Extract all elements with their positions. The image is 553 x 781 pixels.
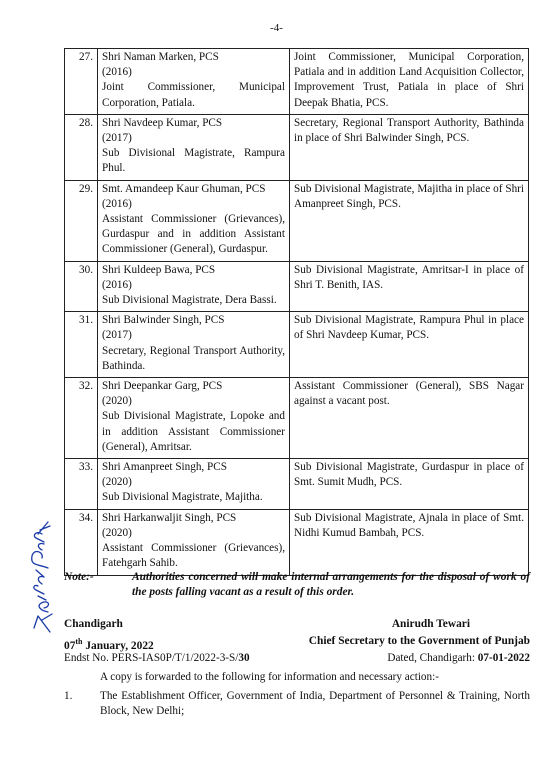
signoff-date: 07th January, 2022 xyxy=(64,637,154,652)
officer-batch: (2016) xyxy=(102,197,132,210)
note-label: Note:- xyxy=(64,571,94,583)
row-number: 27. xyxy=(65,49,98,115)
page-number: -4- xyxy=(270,22,283,34)
officer-cell xyxy=(98,49,290,115)
row-number: 28. xyxy=(65,114,98,180)
new-posting-cell: Sub Divisional Magistrate, Rampura Phul in place of Shri Navdeep Kumar, PCS. xyxy=(290,312,529,378)
officer-cell xyxy=(98,312,290,378)
officer-current-post: Sub Divisional Magistrate, Dera Bassi. xyxy=(102,294,277,307)
row-number: 32. xyxy=(65,378,98,459)
note-block xyxy=(64,570,530,600)
signatory-designation: Chief Secretary to the Government of Punjab xyxy=(308,635,530,647)
officer-current-post: Joint Commissioner, Municipal Corporation, Patiala. xyxy=(102,81,285,109)
row-number: 29. xyxy=(65,180,98,261)
table-row xyxy=(65,180,529,261)
handwritten-signature xyxy=(8,520,68,640)
officer-current-post: Assistant Commissioner (Grievances), Fatehgarh Sahib. xyxy=(102,542,285,570)
row-number: 30. xyxy=(65,261,98,312)
officer-current-post: Sub Divisional Magistrate, Lopoke and in addition Assistant Commissioner (General), Amritsar. xyxy=(102,410,285,453)
officer-current-post: Secretary, Regional Transport Authority, Bathinda. xyxy=(102,344,285,372)
row-number: 34. xyxy=(65,509,98,575)
officer-cell xyxy=(98,459,290,510)
officer-batch: (2020) xyxy=(102,476,132,489)
new-posting-cell: Secretary, Regional Transport Authority, Bathinda in place of Shri Balwinder Singh, PCS. xyxy=(290,114,529,180)
officer-cell xyxy=(98,114,290,180)
officer-cell xyxy=(98,509,290,575)
forward-item-text: The Establishment Officer, Government of India, Department of Personnel & Training, North Block, New Delhi; xyxy=(100,690,530,717)
endorsement-prefix: Endst No. PERS-IAS0P/T/1/2022-3-S/ xyxy=(64,652,239,664)
officer-cell xyxy=(98,261,290,312)
officer-batch: (2016) xyxy=(102,278,132,291)
endorsement-line xyxy=(64,652,530,664)
officer-current-post: Sub Divisional Magistrate, Rampura Phul. xyxy=(102,147,285,175)
table-row xyxy=(65,378,529,459)
officer-batch: (2016) xyxy=(102,66,132,79)
copy-forward-line: A copy is forwarded to the following for information and necessary action:- xyxy=(100,671,439,683)
table-row xyxy=(65,459,529,510)
officer-cell xyxy=(98,378,290,459)
new-posting-cell: Assistant Commissioner (General), SBS Nagar against a vacant post. xyxy=(290,378,529,459)
new-posting-cell: Sub Divisional Magistrate, Amritsar-I in place of Shri T. Benith, IAS. xyxy=(290,261,529,312)
officer-name: Smt. Amandeep Kaur Ghuman, PCS xyxy=(102,182,266,195)
signoff-left xyxy=(64,616,154,655)
endorsement-number: 30 xyxy=(238,652,250,664)
note-text: Authorities concerned will make internal arrangements for the disposal of work of the posts falling vacant as a result of this order. xyxy=(132,571,530,598)
officer-batch: (2017) xyxy=(102,132,132,145)
officer-batch: (2017) xyxy=(102,329,132,342)
signatory-name: Anirudh Tewari xyxy=(391,618,470,630)
officer-batch: (2020) xyxy=(102,395,132,408)
row-number: 33. xyxy=(65,459,98,510)
new-posting-cell: Sub Divisional Magistrate, Ajnala in place of Smt. Nidhi Kumud Bambah, PCS. xyxy=(290,509,529,575)
new-posting-cell: Sub Divisional Magistrate, Majitha in place of Shri Amanpreet Singh, PCS. xyxy=(290,180,529,261)
postings-table xyxy=(64,48,529,576)
table-row xyxy=(65,509,529,575)
officer-cell xyxy=(98,180,290,261)
officer-name: Shri Navdeep Kumar, PCS xyxy=(102,116,223,129)
officer-name: Shri Kuldeep Bawa, PCS xyxy=(102,263,216,276)
new-posting-cell: Sub Divisional Magistrate, Gurdaspur in place of Smt. Sumit Mudh, PCS. xyxy=(290,459,529,510)
forward-item-number: 1. xyxy=(64,690,73,702)
officer-current-post: Assistant Commissioner (Grievances), Gurdaspur and in addition Assistant Commissioner (General), Gurdaspur. xyxy=(102,213,285,256)
table-row xyxy=(65,312,529,378)
officer-batch: (2020) xyxy=(102,526,132,539)
postings-table-body xyxy=(65,49,529,576)
officer-name: Shri Amanpreet Singh, PCS xyxy=(102,461,227,474)
officer-name: Shri Naman Marken, PCS xyxy=(102,51,219,63)
table-row xyxy=(65,49,529,115)
signoff-place: Chandigarh xyxy=(64,618,123,630)
officer-current-post: Sub Divisional Magistrate, Majitha. xyxy=(102,491,263,504)
officer-name: Shri Balwinder Singh, PCS xyxy=(102,314,225,327)
endorsement-dated: Dated, Chandigarh: 07-01-2022 xyxy=(387,652,530,664)
signoff-right xyxy=(280,616,530,650)
forward-list-item xyxy=(64,689,530,719)
table-row xyxy=(65,114,529,180)
row-number: 31. xyxy=(65,312,98,378)
new-posting-cell: Joint Commissioner, Municipal Corporation, Patiala and in addition Land Acquisition Collector, Improvement Trust, Patiala in place of Shri Deepak Bhatia, PCS. xyxy=(290,49,529,115)
officer-name: Shri Harkanwaljit Singh, PCS xyxy=(102,511,237,524)
officer-name: Shri Deepankar Garg, PCS xyxy=(102,380,223,393)
table-row xyxy=(65,261,529,312)
